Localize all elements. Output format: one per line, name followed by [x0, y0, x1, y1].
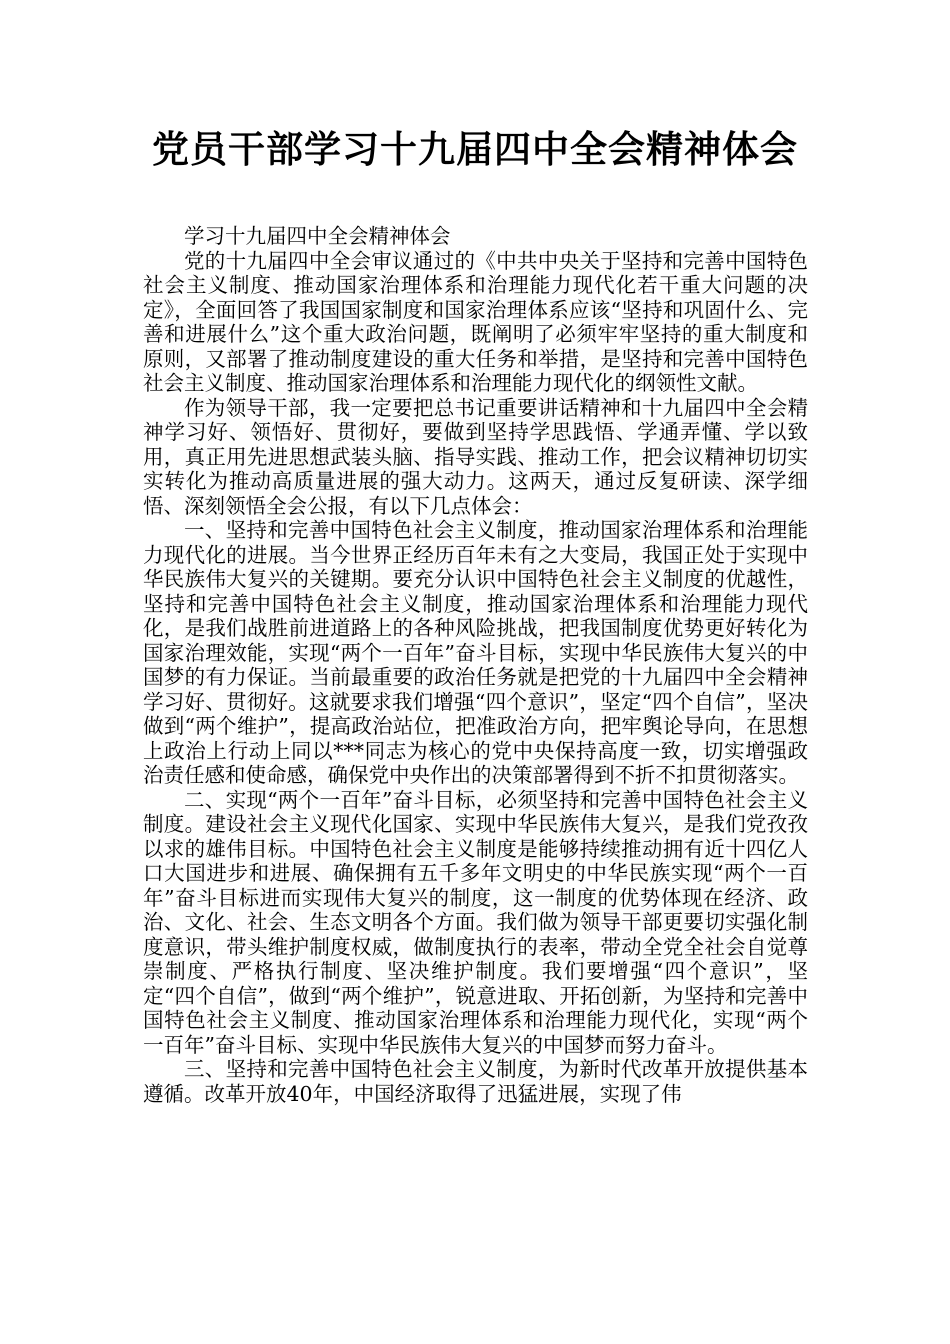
paragraph-point-three: 三、坚持和完善中国特色社会主义制度，为新时代改革开放提供基本遵循。改革开放40年，中国经济取得了迅猛进展，实现了伟 [143, 1057, 808, 1106]
paragraph-intro: 党的十九届四中全会审议通过的《中共中央关于坚持和完善中国特色社会主义制度、推动国家治理体系和治理能力现代化若干重大问题的决定》，全面回答了我国国家制度和国家治理体系应该“坚持和巩固什么、完善和进展什么”这个重大政治问题，既阐明了必须牢牢坚持的重大制度和原则，又部署了推动制度建设的重大任务和举措，是坚持和完善中国特色社会主义制度、推动国家治理体系和治理能力现代化的纲领性文献。 [143, 248, 808, 395]
paragraph-leadership: 作为领导干部，我一定要把总书记重要讲话精神和十九届四中全会精神学习好、领悟好、贯彻好，要做到坚持学思践悟、学通弄懂、学以致用，真正用先进思想武装头脑、指导实践、推动工作，把会议精神切切实实转化为推动高质量进展的强大动力。这两天，通过反复研读、深学细悟、深刻领悟全会公报，有以下几点体会： [143, 395, 808, 518]
document-title: 党员干部学习十九届四中全会精神体会 [152, 128, 798, 171]
paragraph-point-one: 一、坚持和完善中国特色社会主义制度，推动国家治理体系和治理能力现代化的进展。当今世界正经历百年未有之大变局，我国正处于实现中华民族伟大复兴的关键期。要充分认识中国特色社会主义制度的优越性，坚持和完善中国特色社会主义制度，推动国家治理体系和治理能力现代化，是我们战胜前进道路上的各种风险挑战，把我国制度优势更好转化为国家治理效能，实现“两个一百年”奋斗目标，实现中华民族伟大复兴的中国梦的有力保证。当前最重要的政治任务就是把党的十九届四中全会精神学习好、贯彻好。这就要求我们增强“四个意识”，坚定“四个自信”，坚决做到“两个维护”，提高政治站位，把准政治方向，把牢舆论导向，在思想上政治上行动上同以***同志为核心的党中央保持高度一致，切实增强政治责任感和使命感，确保党中央作出的决策部署得到不折不扣贯彻落实。 [143, 518, 808, 787]
document-body [143, 224, 808, 1106]
document-subtitle: 学习十九届四中全会精神体会 [184, 224, 451, 248]
paragraph-point-two: 二、实现“两个一百年”奋斗目标，必须坚持和完善中国特色社会主义制度。建设社会主义现代化国家、实现中华民族伟大复兴，是我们党孜孜以求的雄伟目标。中国特色社会主义制度是能够持续推动拥有近十四亿人口大国进步和进展、确保拥有五千多年文明史的中华民族实现“两个一百年”奋斗目标进而实现伟大复兴的制度，这一制度的优势体现在经济、政治、文化、社会、生态文明各个方面。我们做为领导干部更要切实强化制度意识，带头维护制度权威，做制度执行的表率，带动全党全社会自觉尊崇制度、严格执行制度、坚决维护制度。我们要增强“四个意识”，坚定“四个自信”，做到“两个维护”，锐意进取、开拓创新，为坚持和完善中国特色社会主义制度、推动国家治理体系和治理能力现代化，实现“两个一百年”奋斗目标、实现中华民族伟大复兴的中国梦而努力奋斗。 [143, 787, 808, 1057]
